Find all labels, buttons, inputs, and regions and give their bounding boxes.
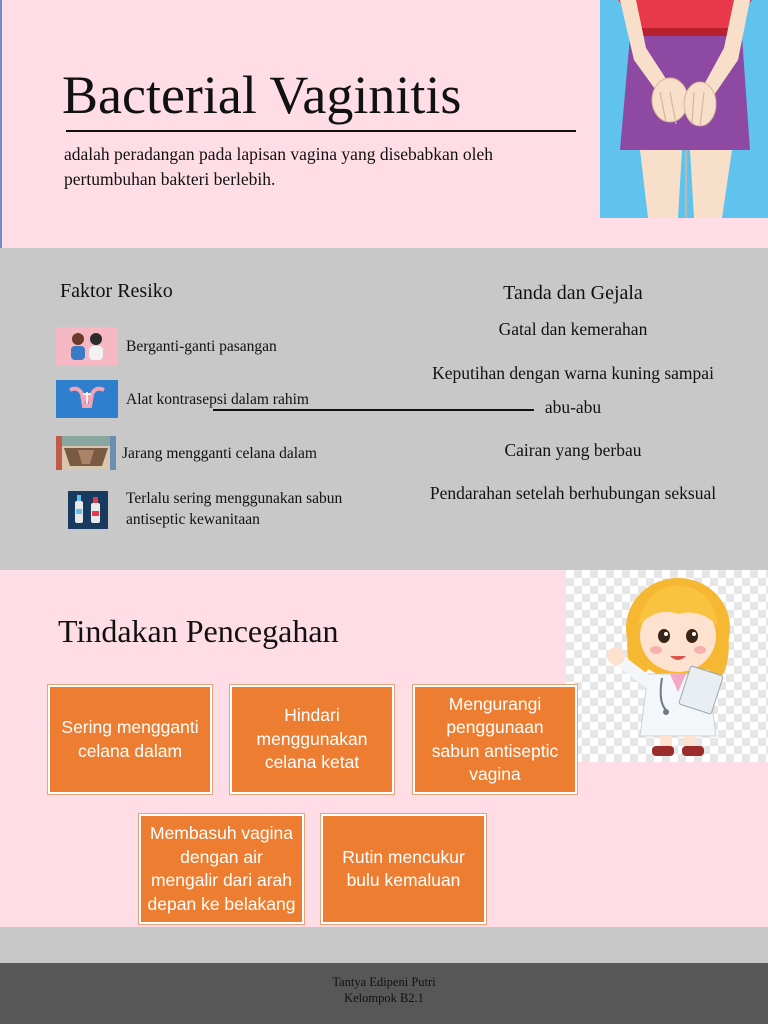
prevention-card: Membasuh vagina dengan air mengalir dari arah depan ke belakang [139, 814, 304, 924]
header-section [0, 0, 768, 248]
prevention-heading: Tindakan Pencegahan [58, 613, 339, 649]
risk-item [56, 487, 346, 531]
risk-item-label: Terlalu sering menggunakan sabun antiseptic kewanitaan [126, 490, 343, 528]
prevention-card: Hindari menggunakan celana ketat [230, 685, 394, 794]
soap-bottles-icon [66, 487, 110, 531]
risk-item-label: Jarang mengganti celana dalam [122, 444, 317, 462]
risk-item-label: Alat kontrasepsi dalam rahim [126, 390, 309, 408]
couple-icon [56, 327, 118, 365]
title-underline [66, 130, 576, 132]
prevention-card: Mengurangi penggunaan sabun antiseptic vagina [413, 685, 577, 794]
page-title: Bacterial Vaginitis [62, 65, 462, 125]
footer-author: Tantya Edipeni Putri [332, 975, 436, 989]
definition-text: adalah peradangan pada lapisan vagina yang disebabkan oleh pertumbuhan bakteri berlebih. [64, 144, 494, 189]
risk-item-label: Berganti-ganti pasangan [126, 337, 277, 355]
symptom-item: Gatal dan kemerahan [498, 319, 648, 339]
risk-item [56, 327, 277, 365]
symptom-item: Keputihan dengan warna kuning sampai abu-abu [432, 363, 714, 417]
footer-group: Kelompok B2.1 [344, 991, 424, 1005]
symptoms-heading: Tanda dan Gejala [503, 282, 643, 304]
doctor-illustration [566, 570, 768, 762]
prevention-card: Sering mengganti celana dalam [48, 685, 212, 794]
uterus-iud-icon [56, 380, 118, 418]
underwear-photo-icon [56, 436, 116, 470]
footer [0, 963, 768, 1024]
bottom-band [0, 927, 768, 963]
symptom-item: Cairan yang berbau [504, 440, 642, 460]
risk-item [56, 436, 317, 470]
risk-item [56, 380, 309, 418]
risk-factors-heading: Faktor Resiko [60, 280, 173, 302]
symptom-item: Pendarahan setelah berhubungan seksual [429, 483, 717, 503]
prevention-card: Rutin mencukur bulu kemaluan [321, 814, 486, 924]
woman-illustration [600, 0, 768, 218]
